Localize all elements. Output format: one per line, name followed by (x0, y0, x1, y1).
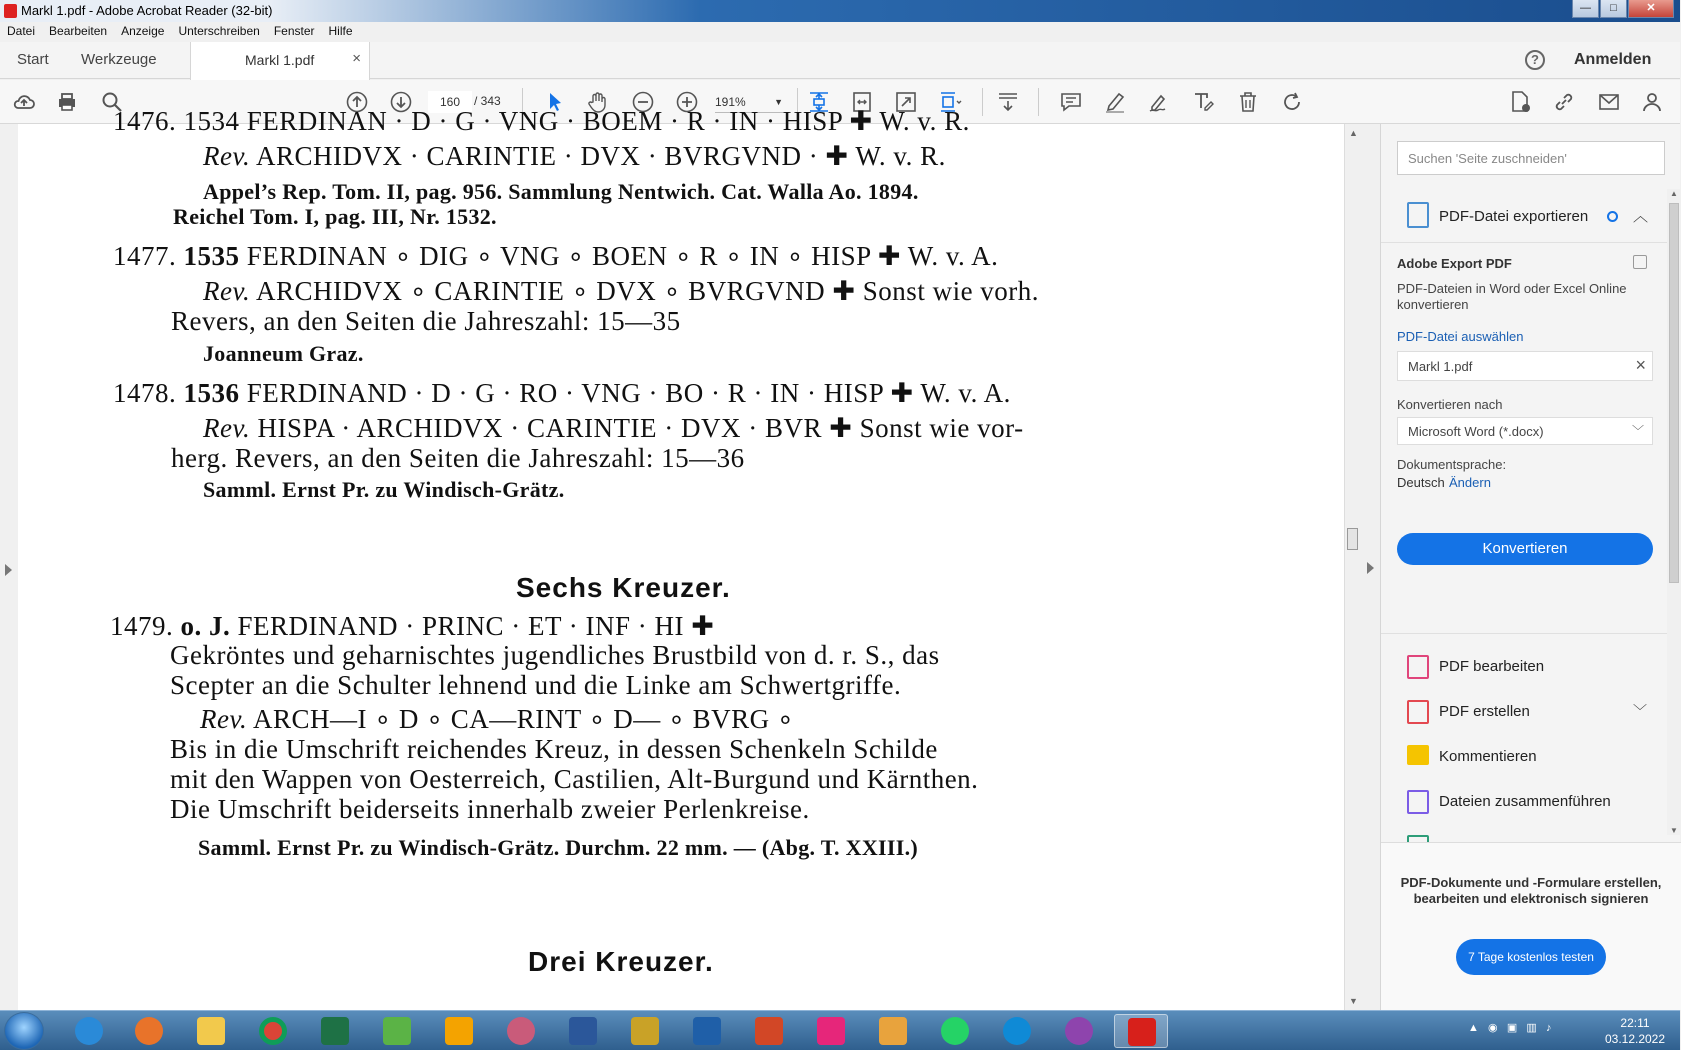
clock-time: 22:11 (1620, 1016, 1650, 1030)
doc-line: mit den Wappen von Oesterreich, Castilien, Alt-Burgund und Kärnthen. (170, 764, 979, 794)
clock-date: 03.12.2022 (1604, 1032, 1666, 1046)
doc-line: Revers, an den Seiten die Jahreszahl: 15—35 (171, 306, 681, 336)
close-tab-icon[interactable]: × (352, 50, 361, 67)
selected-file-name: Markl 1.pdf (1408, 359, 1473, 374)
menu-bar (0, 22, 1680, 42)
doc-line: Reichel Tom. I, pag. III, Nr. 1532. (173, 204, 497, 229)
chevron-down-icon: ﹀ (1631, 424, 1644, 438)
taskbar-app-m[interactable] (804, 1014, 858, 1048)
tool-comment[interactable] (1381, 736, 1667, 776)
doc-line: Samml. Ernst Pr. zu Windisch-Grätz. Durchm. 22 mm. — (Abg. T. XXIII.) (198, 835, 919, 860)
section-heading: Drei Kreuzer. (528, 946, 714, 977)
window-title: Markl 1.pdf - Adobe Acrobat Reader (32-bit) (21, 3, 273, 18)
export-pdf-header[interactable] (1381, 196, 1667, 236)
tool-label: PDF bearbeiten (1439, 658, 1545, 675)
draw-icon[interactable] (1147, 90, 1171, 114)
taskbar-powerpoint[interactable] (742, 1014, 796, 1048)
doc-line: Joanneum Graz. (203, 341, 364, 366)
highlight-icon[interactable] (1103, 90, 1127, 114)
share-link-icon[interactable] (1552, 90, 1576, 114)
tool-create-pdf[interactable] (1381, 691, 1667, 731)
doc-line: 1478. 1536 FERDINAND · D · G · RO · VNG · BO · R · IN · HISP ✚ W. v. A. (113, 378, 1011, 408)
right-pane-toggle (1360, 124, 1380, 1010)
page-total: / 343 (474, 94, 501, 108)
collapse-right-pane-icon[interactable] (1367, 562, 1374, 574)
comment-tool-icon (1407, 745, 1429, 765)
doc-line: Gekröntes und geharnischtes jugendliches Brustbild von d. r. S., das (170, 640, 940, 670)
remove-file-icon[interactable]: × (1635, 355, 1646, 375)
doc-line: Bis in die Umschrift reichendes Kreuz, in dessen Schenkeln Schilde (170, 734, 938, 764)
export-pdf-header-label: PDF-Datei exportieren (1439, 208, 1589, 225)
menu-fenster[interactable]: Fenster (273, 24, 315, 38)
tools-search-input[interactable]: Suchen 'Seite zuschneiden' (1397, 141, 1665, 175)
doc-line: Scepter an die Schulter lehnend und die Linke am Schwertgriffe. (170, 670, 902, 700)
taskbar-internet-explorer[interactable] (62, 1014, 116, 1048)
account-icon[interactable] (1641, 90, 1665, 114)
acrobat-app-icon (4, 4, 17, 18)
trial-promo (1381, 842, 1681, 1010)
export-description: PDF-Dateien in Word oder Excel Online konvertieren (1397, 281, 1627, 312)
doc-language-value: Deutsch (1397, 475, 1445, 490)
doc-line: Samml. Ernst Pr. zu Windisch-Grätz. (203, 477, 565, 502)
select-file-link[interactable]: PDF-Datei auswählen (1397, 329, 1524, 344)
menu-bearbeiten[interactable]: Bearbeiten (49, 24, 108, 38)
chevron-up-icon[interactable]: ︿ (1633, 208, 1649, 225)
rotate-icon[interactable] (1280, 90, 1304, 114)
export-pdf-tool-icon (1407, 202, 1429, 228)
create-pdf-icon (1407, 700, 1429, 724)
tab-start[interactable]: Start (17, 51, 49, 68)
doc-line: Die Umschrift beiderseits innerhalb zweier Perlenkreise. (170, 794, 810, 824)
title-bar (0, 0, 1680, 22)
doc-line: Appel’s Rep. Tom. II, pag. 956. Sammlung Nentwich. Cat. Walla Ao. 1894. (203, 179, 919, 204)
panel-scroll-thumb[interactable] (1669, 203, 1679, 583)
taskbar-app-font[interactable] (618, 1014, 672, 1048)
tab-tools[interactable]: Werkzeuge (81, 51, 157, 68)
comment-icon[interactable] (1059, 90, 1083, 114)
doc-line: 1476. 1534 FERDINAN · D · G · VNG · BOEM · R · IN · HISP ✚ W. v. R. (113, 106, 970, 136)
system-tray[interactable]: ▲ ◉ ▣ ▥ ♪ (1468, 1022, 1552, 1034)
signin-button[interactable]: Anmelden (1574, 51, 1652, 68)
taskbar-acrobat[interactable] (1114, 1014, 1168, 1048)
upload-cloud-icon[interactable] (12, 90, 36, 114)
export-pdf-icon[interactable] (1508, 90, 1532, 114)
left-pane-collapsed (0, 124, 18, 1010)
read-mode-icon[interactable] (996, 90, 1020, 114)
tool-label: Dateien zusammenführen (1439, 793, 1611, 810)
selected-file-field[interactable] (1397, 351, 1653, 381)
start-button[interactable] (4, 1012, 44, 1050)
export-title: Adobe Export PDF (1397, 256, 1512, 271)
premium-badge-icon (1607, 211, 1618, 222)
taskbar-whatsapp[interactable] (928, 1014, 982, 1048)
doc-line: 1477. 1535 FERDINAN ∘ DIG ∘ VNG ∘ BOEN ∘ R ∘ IN ∘ HISP ✚ W. v. A. (113, 241, 999, 271)
section-heading: Sechs Kreuzer. (516, 572, 731, 603)
tab-bar (0, 42, 1680, 79)
edit-pdf-icon (1407, 655, 1429, 679)
tool-label: PDF erstellen (1439, 703, 1530, 720)
taskbar-word[interactable] (556, 1014, 610, 1048)
maximize-button[interactable]: □ (1600, 0, 1627, 18)
menu-unterschreiben[interactable]: Unterschreiben (178, 24, 260, 38)
edit-text-icon[interactable] (1191, 90, 1215, 114)
tool-label: Kommentieren (1439, 748, 1537, 765)
print-icon[interactable] (55, 90, 79, 114)
zoom-value: 191% (715, 95, 746, 109)
email-icon[interactable] (1597, 90, 1621, 114)
chevron-down-icon: ▼ (774, 97, 783, 107)
taskbar-file-explorer[interactable] (184, 1014, 238, 1048)
convert-format-select[interactable] (1397, 417, 1653, 445)
scroll-down-icon[interactable]: ▼ (1349, 996, 1358, 1006)
scroll-thumb[interactable] (1347, 528, 1358, 550)
change-language-link[interactable]: Ändern (1449, 475, 1491, 490)
taskbar-app-id[interactable] (680, 1014, 734, 1048)
doc-line: Rev. ARCH—I ∘ D ∘ CA—RINT ∘ D— ∘ BVRG ∘ (200, 704, 795, 734)
taskbar-app-green[interactable] (370, 1014, 424, 1048)
taskbar-app-tools[interactable] (494, 1014, 548, 1048)
document-scrollbar[interactable] (1344, 124, 1360, 1010)
convert-button[interactable]: Konvertieren (1397, 533, 1653, 565)
taskbar-app-orange[interactable] (432, 1014, 486, 1048)
panel-scroll-up-icon[interactable]: ▲ (1670, 189, 1678, 198)
tool-edit-pdf[interactable] (1381, 646, 1667, 686)
menu-hilfe[interactable]: Hilfe (328, 24, 353, 38)
doc-line: 1479. o. J. FERDINAND · PRINC · ET · INF · HI ✚ (110, 611, 715, 641)
taskbar-excel[interactable] (308, 1014, 362, 1048)
doc-line: Rev. ARCHIDVX · CARINTIE · DVX · BVRGVND · ✚ W. v. R. (203, 141, 946, 171)
tool-combine-files[interactable] (1381, 781, 1667, 821)
tab-document-label: Markl 1.pdf (245, 52, 315, 68)
chevron-down-icon[interactable]: ﹀ (1633, 703, 1647, 719)
combine-files-icon (1407, 790, 1429, 814)
doc-line: Rev. ARCHIDVX ∘ CARINTIE ∘ DVX ∘ BVRGVND ✚ Sonst wie vorh. (203, 276, 1040, 306)
doc-line: herg. Revers, an den Seiten die Jahreszahl: 15—36 (171, 443, 745, 473)
close-window-button[interactable]: ✕ (1628, 0, 1674, 18)
taskbar-media-player[interactable] (866, 1014, 920, 1048)
copy-icon[interactable] (1633, 255, 1647, 269)
scroll-up-icon[interactable]: ▲ (1349, 128, 1358, 138)
clock[interactable] (1600, 1015, 1670, 1047)
tools-panel (1380, 124, 1680, 1010)
tool-list (1381, 636, 1667, 836)
convert-format-value: Microsoft Word (*.docx) (1408, 424, 1544, 439)
minimize-button[interactable]: — (1572, 0, 1599, 18)
doc-line: Rev. HISPA · ARCHIDVX · CARINTIE · DVX · BVR ✚ Sonst wie vor- (203, 413, 1024, 443)
promo-text: PDF-Dokumente und -Formulare erstellen, bearbeiten und elektronisch signieren (1400, 875, 1662, 906)
tab-document[interactable] (190, 42, 370, 80)
free-trial-button[interactable]: 7 Tage kostenlos testen (1456, 939, 1606, 975)
taskbar-chrome[interactable] (246, 1014, 300, 1048)
taskbar-edge[interactable] (990, 1014, 1044, 1048)
taskbar-app-purple[interactable] (1052, 1014, 1106, 1048)
menu-datei[interactable]: Datei (7, 24, 36, 38)
expand-left-pane-icon[interactable] (5, 564, 12, 576)
document-view[interactable] (18, 106, 1344, 1010)
help-icon[interactable]: ? (1525, 50, 1545, 70)
taskbar (0, 1010, 1680, 1050)
export-pdf-body (1381, 242, 1667, 634)
taskbar-firefox[interactable] (122, 1014, 176, 1048)
doc-language-label: Dokumentsprache: (1397, 457, 1507, 472)
panel-scroll-down-icon[interactable]: ▼ (1670, 826, 1678, 835)
convert-to-label: Konvertieren nach (1397, 397, 1503, 412)
panel-scrollbar[interactable] (1667, 189, 1681, 835)
delete-icon[interactable] (1236, 90, 1260, 114)
menu-anzeige[interactable]: Anzeige (121, 24, 165, 38)
page-number-input[interactable]: 160 (428, 91, 472, 113)
